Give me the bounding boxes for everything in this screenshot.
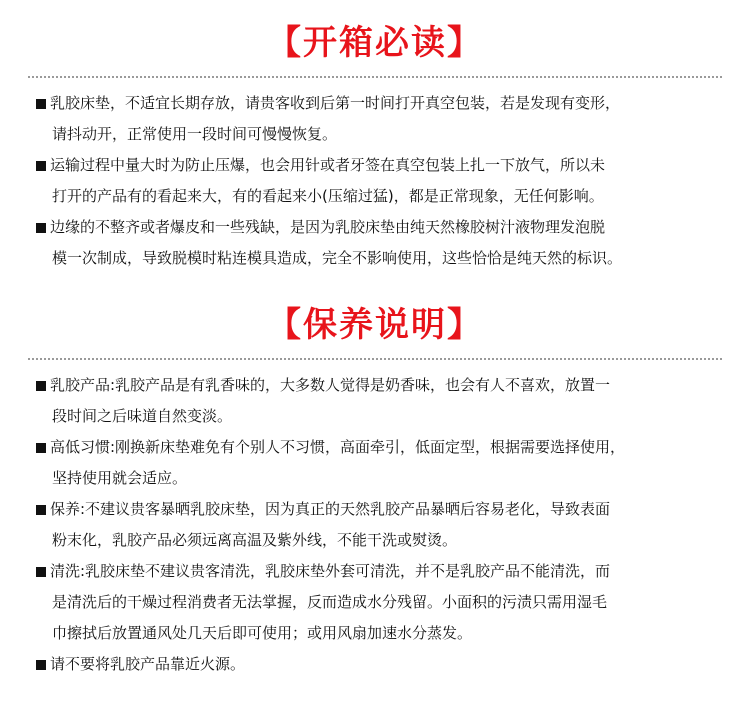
dotted-divider — [28, 358, 722, 360]
list-item — [36, 649, 720, 680]
square-bullet-icon — [36, 505, 46, 515]
item-line: 请不要将乳胶产品靠近火源。 — [50, 655, 246, 673]
heading-bracket-right: 】 — [447, 305, 483, 345]
heading-title: 开箱必读 — [303, 23, 447, 63]
list-item — [36, 494, 720, 556]
list-item — [36, 150, 720, 212]
item-line: 边缘的不整齐或者爆皮和一些残缺，是因为乳胶床垫由纯天然橡胶树汁液物理发泡脱 — [50, 218, 606, 236]
square-bullet-icon — [36, 660, 46, 670]
item-line: 打开的产品有的看起来大，有的看起来小(压缩过猛)，都是正常现象，无任何影响。 — [52, 187, 604, 205]
section-heading-unboxing — [0, 18, 750, 68]
square-bullet-icon — [36, 223, 46, 233]
dotted-divider — [28, 76, 722, 78]
item-line: 巾擦拭后放置通风处几天后即可使用；或用风扇加速水分蒸发。 — [52, 624, 473, 642]
square-bullet-icon — [36, 567, 46, 577]
item-line: 清洗:乳胶床垫不建议贵客清洗，乳胶床垫外套可清洗，并不是乳胶产品不能清洗，而 — [50, 562, 611, 580]
item-line: 请抖动开，正常使用一段时间可慢慢恢复。 — [52, 125, 338, 143]
maintenance-list — [0, 370, 750, 680]
heading-bracket-left: 【 — [267, 23, 303, 63]
square-bullet-icon — [36, 99, 46, 109]
item-line: 乳胶床垫，不适宜长期存放，请贵客收到后第一时间打开真空包装，若是发现有变形， — [50, 94, 621, 112]
item-line: 段时间之后味道自然变淡。 — [52, 407, 233, 425]
item-line: 是清洗后的干燥过程消费者无法掌握，反而造成水分残留。小面积的污渍只需用湿毛 — [52, 593, 608, 611]
item-line: 粉末化，乳胶产品必须远离高温及紫外线，不能干洗或熨烫。 — [52, 531, 458, 549]
list-item — [36, 556, 720, 649]
heading-title: 保养说明 — [303, 305, 447, 345]
item-line: 保养:不建议贵客暴晒乳胶床垫，因为真正的天然乳胶产品暴晒后容易老化，导致表面 — [50, 500, 611, 518]
item-line: 高低习惯:刚换新床垫难免有个别人不习惯，高面牵引，低面定型，根据需要选择使用， — [50, 438, 626, 456]
square-bullet-icon — [36, 381, 46, 391]
item-line: 运输过程中量大时为防止压爆，也会用针或者牙签在真空包装上扎一下放气，所以未 — [50, 156, 606, 174]
section-heading-maintenance — [0, 300, 750, 350]
item-line: 坚持使用就会适应。 — [52, 469, 188, 487]
section-maintenance — [0, 300, 750, 680]
list-item — [36, 88, 720, 150]
item-line: 乳胶产品:乳胶产品是有乳香味的，大多数人觉得是奶香味，也会有人不喜欢，放置一 — [50, 376, 611, 394]
heading-bracket-right: 】 — [447, 23, 483, 63]
square-bullet-icon — [36, 443, 46, 453]
list-item — [36, 370, 720, 432]
section-unboxing — [0, 18, 750, 274]
notice-list — [0, 88, 750, 274]
heading-bracket-left: 【 — [267, 305, 303, 345]
item-line: 模一次制成，导致脱模时粘连模具造成，完全不影响使用，这些恰恰是纯天然的标识。 — [52, 249, 623, 267]
list-item — [36, 432, 720, 494]
list-item — [36, 212, 720, 274]
square-bullet-icon — [36, 161, 46, 171]
